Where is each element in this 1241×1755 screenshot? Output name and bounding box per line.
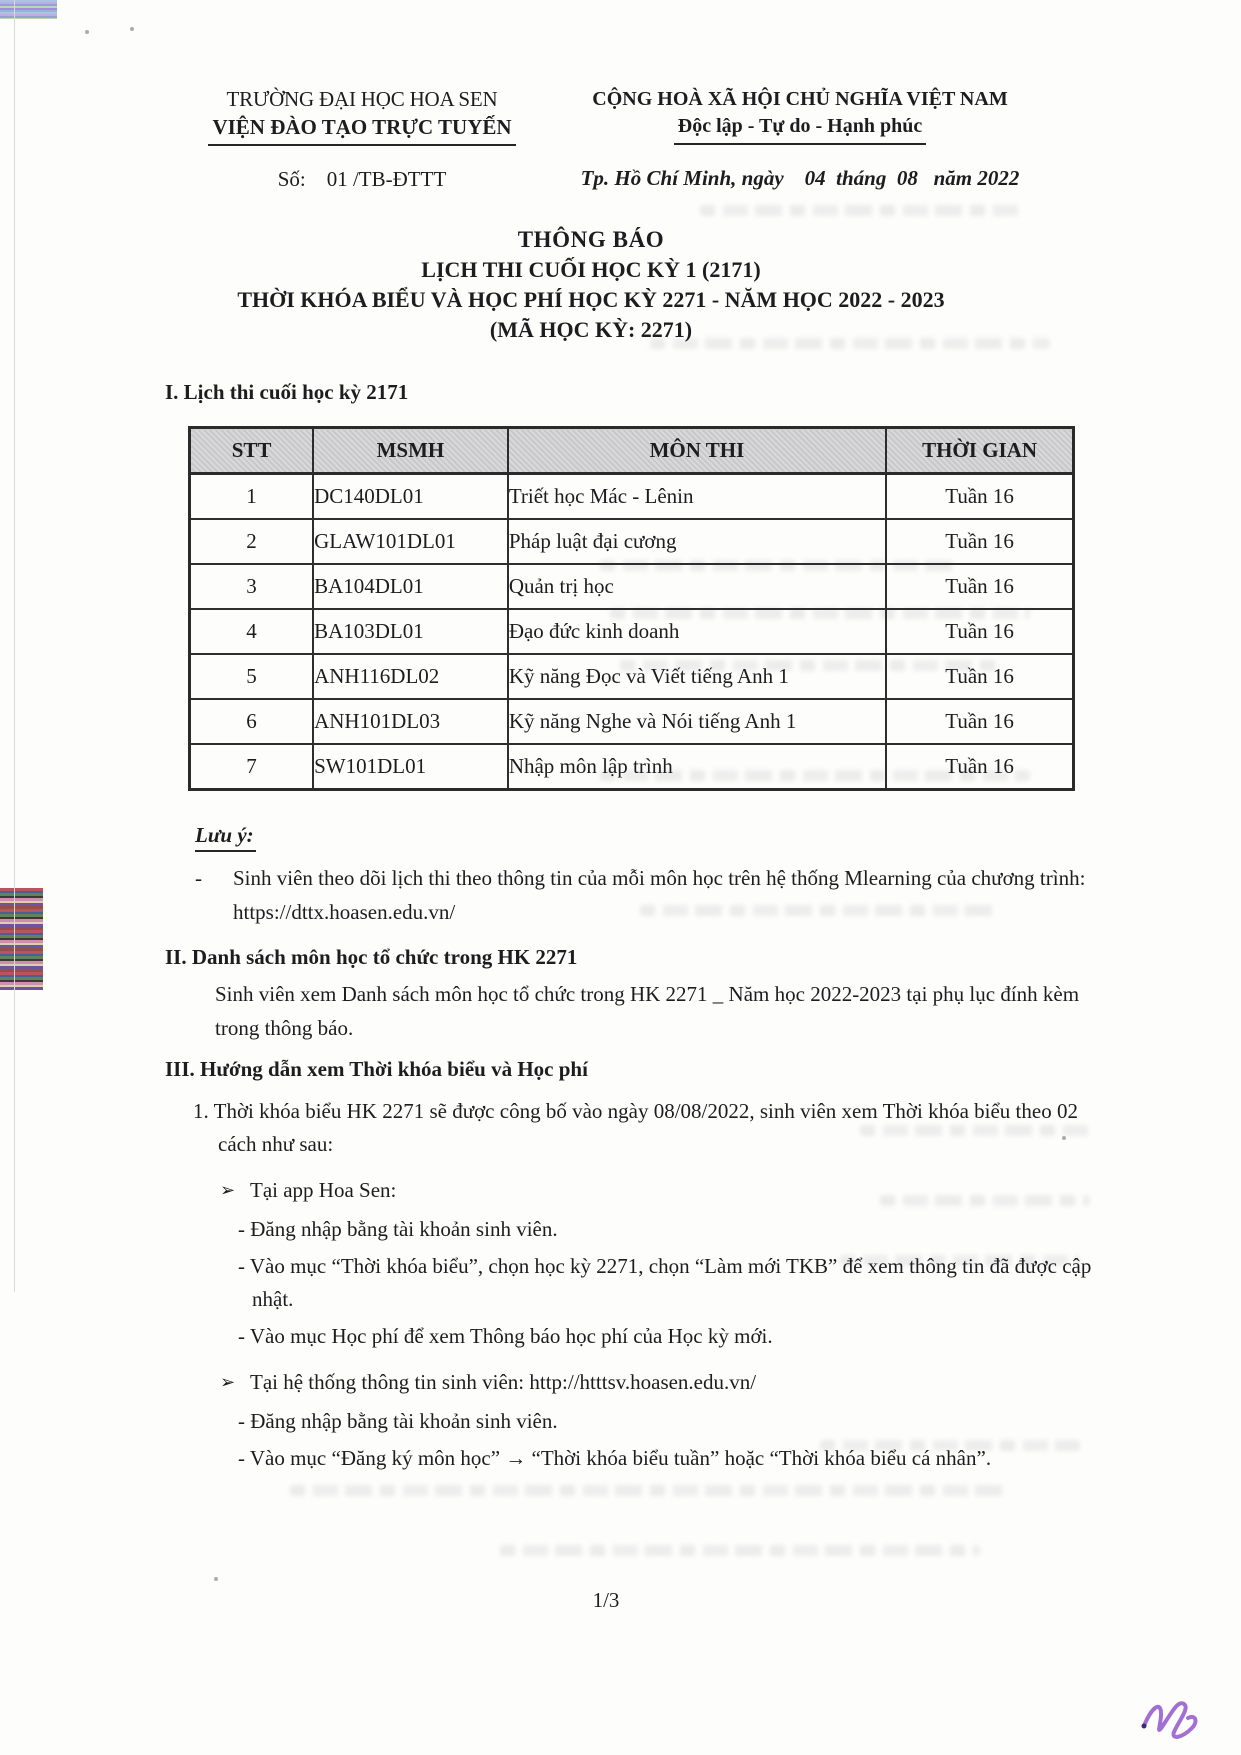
exam-time-cell: Tuần 16 [886, 699, 1073, 744]
notes-bullet [165, 861, 1093, 929]
course-name-cell: Quản trị học [508, 564, 886, 609]
table-row [190, 609, 1074, 654]
course-code-cell: GLAW101DL01 [313, 519, 508, 564]
row-number-cell: 3 [190, 564, 314, 609]
course-code-cell: DC140DL01 [313, 474, 508, 520]
ghost-artifact [290, 1485, 1010, 1496]
table-row [190, 699, 1074, 744]
institute-name: VIỆN ĐÀO TẠO TRỰC TUYẾN [208, 113, 515, 146]
table-row [190, 564, 1074, 609]
document-header [165, 86, 1093, 192]
notes-label: Lưu ý: [195, 823, 1093, 852]
portal-step: - Đăng nhập bằng tài khoản sinh viên. [238, 1409, 558, 1433]
row-number-cell: 7 [190, 744, 314, 790]
table-header-row [190, 428, 1074, 474]
exam-time-cell: Tuần 16 [886, 744, 1073, 790]
table-row [190, 744, 1074, 790]
app-step: - Vào mục “Thời khóa biểu”, chọn học kỳ 2271, chọn “Làm mới TKB” để xem thông tin đã được cập nhật. [238, 1254, 1092, 1311]
app-step: - Vào mục Học phí để xem Thông báo học phí của Học kỳ mới. [238, 1324, 773, 1348]
scan-speck [130, 27, 134, 31]
section3-item1: 1. Thời khóa biểu HK 2271 sẽ được công bố vào ngày 08/08/2022, sinh viên xem Thời khóa biểu theo 02 cách như sau: [193, 1099, 1078, 1156]
national-title: CỘNG HOÀ XÃ HỘI CHỦ NGHĨA VIỆT NAM [592, 88, 1008, 110]
national-motto: Độc lập - Tự do - Hạnh phúc [674, 113, 926, 145]
exam-time-cell: Tuần 16 [886, 474, 1073, 520]
column-header-monthi: MÔN THI [508, 428, 886, 474]
course-code-cell: ANH101DL03 [313, 699, 508, 744]
row-number-cell: 2 [190, 519, 314, 564]
column-header-thoigian: THỜI GIAN [886, 428, 1073, 474]
page-number: 1/3 [592, 1588, 620, 1612]
portal-instructions-heading [220, 1368, 1093, 1396]
title-announcement: THÔNG BÁO [517, 227, 665, 252]
table-row [190, 519, 1074, 564]
course-code-cell: ANH116DL02 [313, 654, 508, 699]
app-instructions-block [220, 1176, 1093, 1353]
course-name-cell: Kỹ năng Nghe và Nói tiếng Anh 1 [508, 699, 886, 744]
scan-speck [85, 30, 89, 34]
course-name-cell: Đạo đức kinh doanh [508, 609, 886, 654]
column-header-stt: STT [190, 428, 314, 474]
app-instructions-heading [220, 1176, 1093, 1204]
title-semester-code: (MÃ HỌC KỲ: 2271) [489, 317, 693, 342]
ghost-artifact [500, 1545, 980, 1556]
section3-heading: III. Hướng dẫn xem Thời khóa biểu và Học phí [165, 1057, 588, 1081]
portal-steps [238, 1405, 1093, 1475]
portal-step: - Vào mục “Đăng ký môn học” → “Thời khóa biểu tuần” hoặc “Thời khóa biểu cá nhân”. [238, 1446, 992, 1470]
dash-bullet: - [195, 866, 202, 890]
issuing-org-block [187, 86, 537, 192]
section2-body: Sinh viên xem Danh sách môn học tổ chức trong HK 2271 _ Năm học 2022-2023 tại phụ lục đính kèm trong thông báo. [215, 982, 1080, 1040]
national-header-block [565, 86, 1035, 192]
pen-squiggle-mark [1138, 1688, 1238, 1754]
course-name-cell: Pháp luật đại cương [508, 519, 886, 564]
row-number-cell: 6 [190, 699, 314, 744]
portal-heading-text: Tại hệ thống thông tin sinh viên: http://htttsv.hoasen.edu.vn/ [250, 1370, 757, 1394]
app-heading-text: Tại app Hoa Sen: [250, 1178, 397, 1202]
course-name-cell: Nhập môn lập trình [508, 744, 886, 790]
section1-heading: I. Lịch thi cuối học kỳ 2171 [165, 380, 409, 404]
course-code-cell: BA103DL01 [313, 609, 508, 654]
exam-schedule-table [188, 426, 1075, 791]
document-number: Số: 01 /TB-ĐTTT [277, 167, 447, 191]
date-place-line: Tp. Hồ Chí Minh, ngày 04 tháng 08 năm 2022 [580, 166, 1020, 190]
notes-bullet-text: Sinh viên theo dõi lịch thi theo thông tin của mỗi môn học trên hệ thống Mlearning của chương trình: https://dttx.hoasen.edu.vn/ [233, 866, 1086, 924]
title-timetable-tuition: THỜI KHÓA BIỂU VÀ HỌC PHÍ HỌC KỲ 2271 - NĂM HỌC 2022 - 2023 [237, 287, 945, 312]
scan-speck [214, 1577, 218, 1581]
row-number-cell: 1 [190, 474, 314, 520]
column-header-msmh: MSMH [313, 428, 508, 474]
exam-time-cell: Tuần 16 [886, 609, 1073, 654]
document-title-block [165, 224, 1017, 345]
title-exam-schedule: LỊCH THI CUỐI HỌC KỲ 1 (2171) [421, 257, 761, 282]
exam-time-cell: Tuần 16 [886, 519, 1073, 564]
row-number-cell: 4 [190, 609, 314, 654]
scan-stripe-artifact-left [0, 888, 43, 990]
document-content [165, 86, 1093, 1475]
arrowhead-bullet-icon: ➢ [220, 1372, 236, 1392]
scan-stripe-artifact-top [0, 0, 57, 19]
app-steps [238, 1213, 1093, 1353]
portal-instructions-block [220, 1368, 1093, 1475]
arrowhead-bullet-icon: ➢ [220, 1180, 236, 1200]
app-step: - Đăng nhập bằng tài khoản sinh viên. [238, 1217, 558, 1241]
exam-time-cell: Tuần 16 [886, 564, 1073, 609]
section2-heading: II. Danh sách môn học tổ chức trong HK 2271 [165, 945, 578, 969]
university-name: TRƯỜNG ĐẠI HỌC HOA SEN [226, 87, 498, 111]
scan-edge-line [14, 0, 15, 1292]
table-row [190, 474, 1074, 520]
course-code-cell: SW101DL01 [313, 744, 508, 790]
course-name-cell: Kỹ năng Đọc và Viết tiếng Anh 1 [508, 654, 886, 699]
course-code-cell: BA104DL01 [313, 564, 508, 609]
row-number-cell: 5 [190, 654, 314, 699]
course-name-cell: Triết học Mác - Lênin [508, 474, 886, 520]
exam-time-cell: Tuần 16 [886, 654, 1073, 699]
table-row [190, 654, 1074, 699]
